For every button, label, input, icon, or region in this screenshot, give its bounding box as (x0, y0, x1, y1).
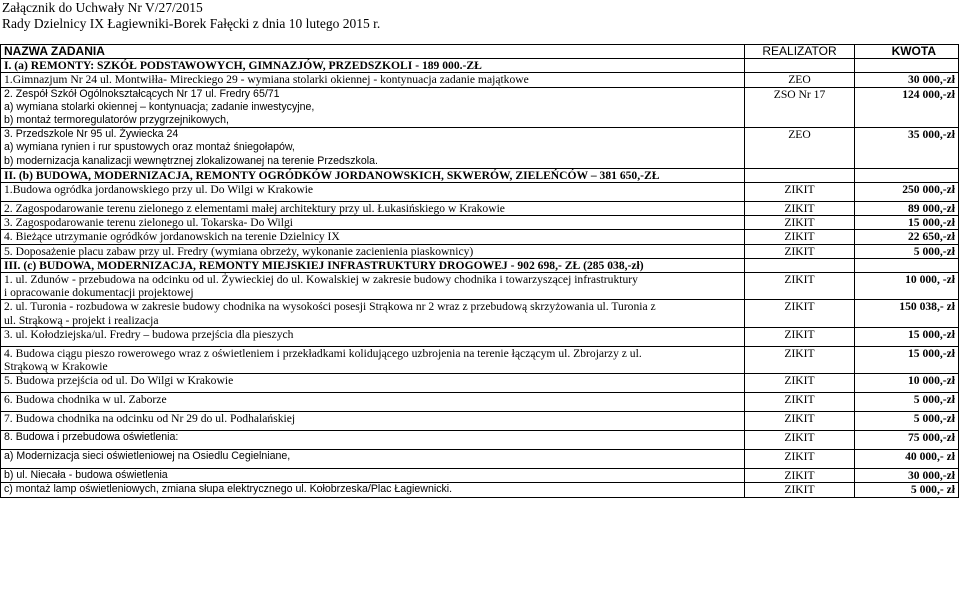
kwota-cell: 35 000,-zł (855, 128, 959, 169)
task-name-cell (1, 483, 745, 497)
task-name-line: a) Modernizacja sieci oświetleniowej na Osiedlu Cegielniane, (4, 450, 291, 463)
realizator-cell: ZIKIT (745, 346, 855, 373)
table-row (1, 469, 959, 483)
kwota-cell: 150 038,- zł (855, 300, 959, 327)
kwota-cell: 40 000,- zł (855, 450, 959, 469)
realizator-cell: ZIKIT (745, 300, 855, 327)
table-header-row (1, 45, 959, 59)
column-header-kwota: KWOTA (855, 45, 959, 59)
table-row (1, 412, 959, 431)
table-row (1, 216, 959, 230)
realizator-cell (745, 59, 855, 73)
task-name-line: ul. Strąkową - projekt i realizacja (4, 313, 159, 327)
task-name-line: 1.Budowa ogródka jordanowskiego przy ul. Do Wilgi w Krakowie (4, 183, 314, 197)
kwota-cell: 124 000,-zł (855, 87, 959, 128)
realizator-cell: ZIKIT (745, 393, 855, 412)
task-name-cell (1, 168, 745, 182)
kwota-cell: 15 000,-zł (855, 327, 959, 346)
task-name-cell (1, 412, 745, 431)
kwota-cell (855, 258, 959, 272)
table-row (1, 244, 959, 258)
task-name-line: 6. Budowa chodnika w ul. Zaborze (4, 393, 167, 407)
realizator-cell: ZIKIT (745, 216, 855, 230)
task-name-cell (1, 393, 745, 412)
task-name-line: b) ul. Niecała - budowa oświetlenia (4, 469, 168, 482)
task-name-line: 7. Budowa chodnika na odcinku od Nr 29 do ul. Podhalańskiej (4, 412, 296, 426)
table-row (1, 230, 959, 244)
realizator-cell: ZIKIT (745, 374, 855, 393)
realizator-cell: ZSO Nr 17 (745, 87, 855, 128)
tasks-table (0, 44, 959, 498)
task-name-line: III. (c) BUDOWA, MODERNIZACJA, REMONTY MIEJSKIEJ INFRASTRUKTURY DROGOWEJ - 902 698,- ZŁ (285 038,-zł) (4, 258, 644, 272)
task-name-line: b) montaż termoregulatorów przygrzejnikowych, (4, 114, 229, 127)
task-name-line: 5. Doposażenie placu zabaw przy ul. Fredry (wymiana obrzeży, wykonanie zacienienia piaskownicy) (4, 244, 474, 258)
task-name-cell (1, 87, 745, 128)
realizator-cell: ZIKIT (745, 412, 855, 431)
table-row (1, 87, 959, 128)
section-header-row (1, 168, 959, 182)
task-name-line: II. (b) BUDOWA, MODERNIZACJA, REMONTY OGRÓDKÓW JORDANOWSKICH, SKWERÓW, ZIELEŃCÓW – 381 650,-ZŁ (4, 168, 660, 182)
task-name-line: 8. Budowa i przebudowa oświetlenia: (4, 431, 179, 444)
table-row (1, 346, 959, 373)
task-name-cell (1, 73, 745, 87)
realizator-cell: ZIKIT (745, 202, 855, 216)
task-name-cell (1, 244, 745, 258)
realizator-cell: ZIKIT (745, 273, 855, 300)
task-name-cell (1, 273, 745, 300)
realizator-cell: ZIKIT (745, 469, 855, 483)
kwota-cell: 250 000,-zł (855, 183, 959, 202)
task-name-line: 3. Przedszkole Nr 95 ul. Żywiecka 24 (4, 128, 179, 141)
task-name-line: 1. ul. Zdunów - przebudowa na odcinku od ul. Żywieckiej do ul. Kowalskiej w zakresie budowy chodnika i towarzyszącej infrastruktury (4, 273, 638, 287)
task-name-cell (1, 450, 745, 469)
realizator-cell: ZEO (745, 128, 855, 169)
task-name-line: i opracowanie dokumentacji projektowej (4, 286, 194, 300)
realizator-cell: ZIKIT (745, 450, 855, 469)
column-header-name: NAZWA ZADANIA (1, 45, 745, 59)
kwota-cell: 5 000,- zł (855, 483, 959, 497)
task-name-cell (1, 374, 745, 393)
table-row (1, 183, 959, 202)
realizator-cell: ZIKIT (745, 431, 855, 450)
task-name-cell (1, 216, 745, 230)
document-header (0, 0, 959, 32)
table-row (1, 483, 959, 497)
kwota-cell: 5 000,-zł (855, 244, 959, 258)
table-row (1, 73, 959, 87)
task-name-line: 5. Budowa przejścia od ul. Do Wilgi w Krakowie (4, 374, 234, 388)
column-header-realizator: REALIZATOR (745, 45, 855, 59)
realizator-cell (745, 168, 855, 182)
task-name-line: 3. Zagospodarowanie terenu zielonego ul. Tokarska- Do Wilgi (4, 216, 294, 230)
task-name-line: a) wymiana stolarki okiennej – kontynuacja; zadanie inwestycyjne, (4, 100, 315, 113)
task-name-line: 4. Bieżące utrzymanie ogródków jordanowskich na terenie Dzielnicy IX (4, 230, 340, 244)
task-name-cell (1, 230, 745, 244)
task-name-cell (1, 202, 745, 216)
realizator-cell: ZIKIT (745, 483, 855, 497)
task-name-line: 2. Zespół Szkół Ogólnokształcących Nr 17 ul. Fredry 65/71 (4, 87, 280, 100)
table-row (1, 300, 959, 327)
task-name-cell (1, 346, 745, 373)
council-resolution-title: Rady Dzielnicy IX Łagiewniki-Borek Fałęcki z dnia 10 lutego 2015 r. (2, 16, 381, 31)
attachment-title: Załącznik do Uchwały Nr V/27/2015 (2, 0, 203, 15)
kwota-cell (855, 59, 959, 73)
kwota-cell: 10 000,-zł (855, 374, 959, 393)
task-name-line: 2. ul. Turonia - rozbudowa w zakresie budowy chodnika na wysokości posesji Strąkowa nr 2 wraz z przebudową skrzyżowania ul. Turonia z (4, 300, 656, 314)
realizator-cell (745, 258, 855, 272)
table-row (1, 128, 959, 169)
table-row (1, 450, 959, 469)
kwota-cell: 5 000,-zł (855, 393, 959, 412)
realizator-cell: ZIKIT (745, 244, 855, 258)
task-name-cell (1, 431, 745, 450)
task-name-line: 1.Gimnazjum Nr 24 ul. Montwiłła- Mireckiego 29 - wymiana stolarki okiennej - kontynuacja zadanie majątkowe (4, 73, 529, 87)
kwota-cell: 30 000,-zł (855, 469, 959, 483)
table-row (1, 393, 959, 412)
kwota-cell: 22 650,-zł (855, 230, 959, 244)
task-name-line: 4. Budowa ciągu pieszo rowerowego wraz z oświetleniem i przekładkami kolidującego uzbrojenia na terenie łączącym ul. Zbrojarzy z ul. (4, 346, 642, 360)
realizator-cell: ZIKIT (745, 183, 855, 202)
table-row (1, 374, 959, 393)
kwota-cell: 89 000,-zł (855, 202, 959, 216)
realizator-cell: ZIKIT (745, 230, 855, 244)
realizator-cell: ZEO (745, 73, 855, 87)
task-name-cell (1, 128, 745, 169)
kwota-cell: 10 000, -zł (855, 273, 959, 300)
task-name-line: b) modernizacja kanalizacji wewnętrznej zlokalizowanej na terenie Przedszkola. (4, 154, 378, 167)
kwota-cell: 75 000,-zł (855, 431, 959, 450)
task-name-cell (1, 183, 745, 202)
task-name-line: I. (a) REMONTY: SZKÓŁ PODSTAWOWYCH, GIMNAZJÓW, PRZEDSZKOLI - 189 000.-ZŁ (4, 59, 482, 73)
task-name-line: c) montaż lamp oświetleniowych, zmiana słupa elektrycznego ul. Kołobrzeska/Plac Łagiewnicki. (4, 483, 453, 496)
task-name-cell (1, 59, 745, 73)
table-row (1, 273, 959, 300)
kwota-cell: 15 000,-zł (855, 346, 959, 373)
task-name-line: a) wymiana rynien i rur spustowych oraz montaż śniegołapów, (4, 141, 295, 154)
section-header-row (1, 258, 959, 272)
task-name-line: 2. Zagospodarowanie terenu zielonego z elementami małej architektury przy ul. Łukasińskiego w Krakowie (4, 202, 505, 216)
kwota-cell: 30 000,-zł (855, 73, 959, 87)
kwota-cell (855, 168, 959, 182)
kwota-cell: 15 000,-zł (855, 216, 959, 230)
task-name-cell (1, 258, 745, 272)
task-name-cell (1, 469, 745, 483)
task-name-line: Strąkową w Krakowie (4, 360, 108, 374)
task-name-line: 3. ul. Kołodziejska/ul. Fredry – budowa przejścia dla pieszych (4, 327, 294, 341)
table-row (1, 327, 959, 346)
section-header-row (1, 59, 959, 73)
task-name-cell (1, 327, 745, 346)
kwota-cell: 5 000,-zł (855, 412, 959, 431)
table-row (1, 202, 959, 216)
realizator-cell: ZIKIT (745, 327, 855, 346)
table-row (1, 431, 959, 450)
task-name-cell (1, 300, 745, 327)
